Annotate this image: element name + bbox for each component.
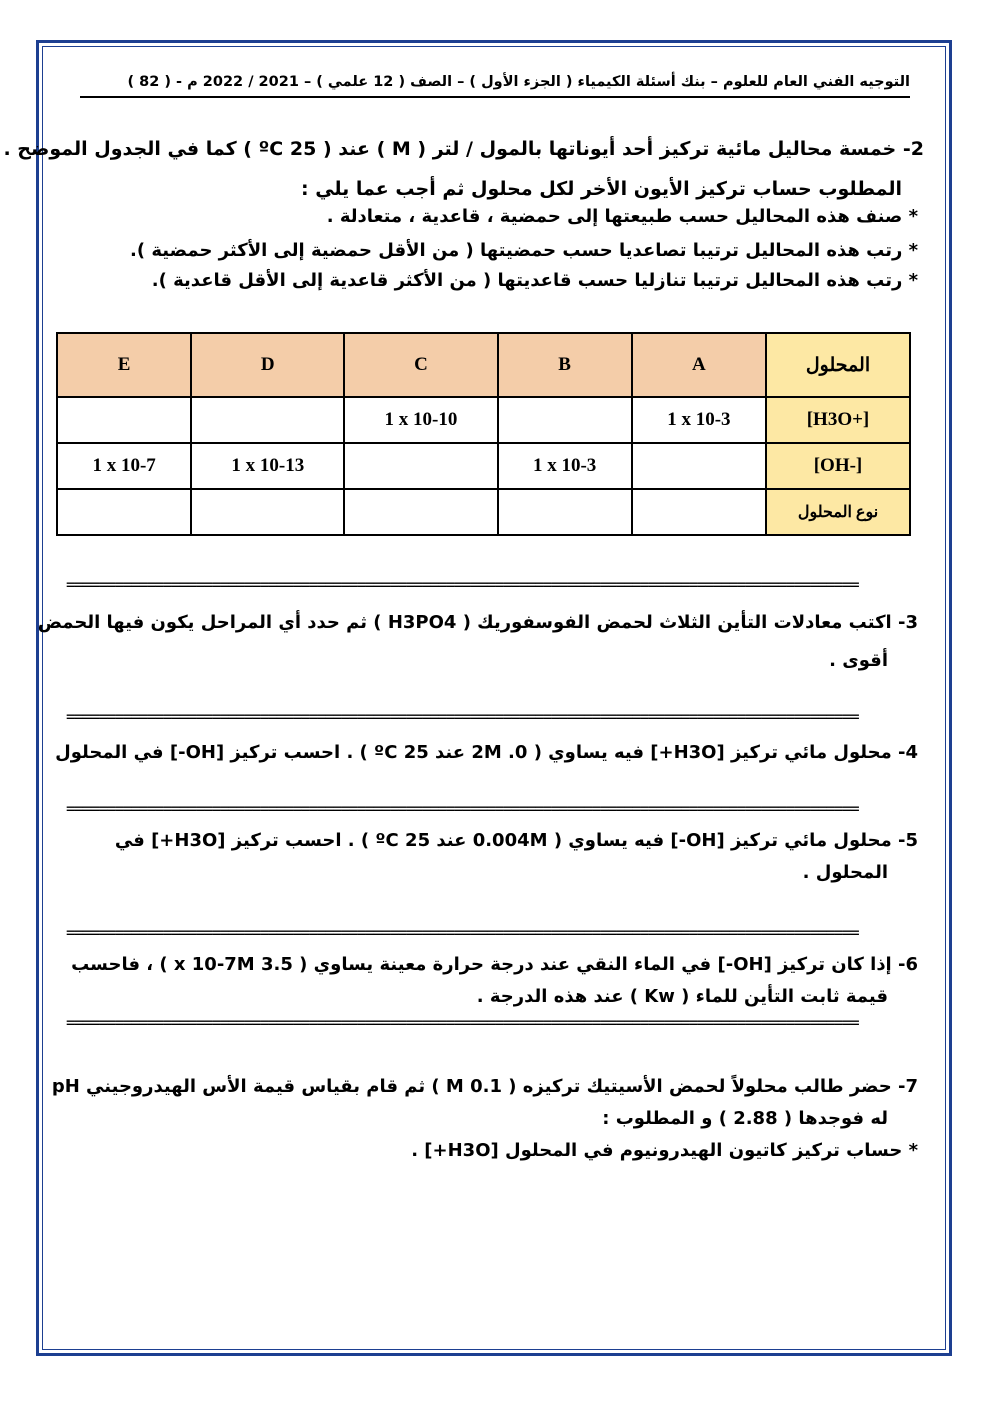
solutions-table	[56, 332, 911, 536]
row-label-h3o: [H3O+]	[766, 397, 910, 443]
cell-h3o-C: 1 x 10-10	[344, 397, 497, 443]
q5-line1: 5- محلول مائي تركيز [OH-] فيه يساوي ( 0.004M عند 25 ºC ) . احسب تركيز [H3O+] في	[114, 830, 918, 851]
cell-oh-C	[344, 443, 497, 489]
cell-h3o-D	[191, 397, 344, 443]
separator: ==================================================================================================	[66, 804, 859, 814]
table-col-D: D	[191, 333, 344, 397]
cell-h3o-A: 1 x 10-3	[632, 397, 766, 443]
q2-line2: المطلوب حساب تركيز الأيون الأخر لكل محلول ثم أجب عما يلي :	[300, 178, 902, 200]
q2-line1: 2- خمسة محاليل مائية تركيز أحد أيوناتها بالمول / لتر ( M ) عند ( 25 ºC ) كما في الجدول الموضح .	[3, 138, 924, 160]
q2-bullet3: * رتب هذه المحاليل ترتيبا تنازليا حسب قاعديتها ( من الأكثر قاعدية إلى الأقل قاعدية ).	[151, 270, 918, 291]
q5-line2: المحلول .	[802, 862, 888, 883]
cell-oh-E: 1 x 10-7	[57, 443, 191, 489]
row-label-type: نوع المحلول	[766, 489, 910, 535]
header-underline	[80, 96, 910, 98]
table-col-B: B	[498, 333, 632, 397]
q7-line2: له فوجدها ( 2.88 ) و المطلوب :	[602, 1108, 888, 1129]
cell-h3o-E	[57, 397, 191, 443]
cell-type-A	[632, 489, 766, 535]
q2-bullet2: * رتب هذه المحاليل ترتيبا تصاعديا حسب حمضيتها ( من الأقل حمضية إلى الأكثر حمضية ).	[130, 240, 918, 261]
cell-type-E	[57, 489, 191, 535]
q3-line1: 3- اكتب معادلات التأين الثلاث لحمض الفوسفوريك ( H3PO4 ) ثم حدد أي المراحل يكون فيها الحمض	[37, 612, 918, 633]
q4-line1: 4- محلول مائي تركيز [H3O+] فيه يساوي ( 0. 2M عند 25 ºC ) . احسب تركيز [OH-] في المحلول	[55, 742, 918, 763]
cell-oh-B: 1 x 10-3	[498, 443, 632, 489]
separator: ==================================================================================================	[66, 580, 859, 590]
cell-oh-A	[632, 443, 766, 489]
table-col-C: C	[344, 333, 497, 397]
table-col-A: A	[632, 333, 766, 397]
table-col-E: E	[57, 333, 191, 397]
separator: ==================================================================================================	[66, 1018, 859, 1028]
cell-h3o-B	[498, 397, 632, 443]
separator: ==================================================================================================	[66, 712, 859, 722]
q6-line2: قيمة ثابت التأين للماء ( Kw ) عند هذه الدرجة .	[476, 986, 888, 1007]
cell-type-B	[498, 489, 632, 535]
row-label-oh: [OH-]	[766, 443, 910, 489]
cell-oh-D: 1 x 10-13	[191, 443, 344, 489]
table-corner: المحلول	[766, 333, 910, 397]
q6-line1: 6- إذا كان تركيز [OH-] في الماء النقي عند درجة حرارة معينة يساوي ( 3.5 x 10-7M ) ، فاحسب	[71, 954, 918, 975]
cell-type-C	[344, 489, 497, 535]
q7-bullet1: * حساب تركيز كاتيون الهيدرونيوم في المحلول [H3O+] .	[411, 1140, 918, 1161]
q3-line2: أقوى .	[829, 650, 888, 671]
page-header: التوجيه الفني العام للعلوم – بنك أسئلة الكيمياء ( الجزء الأول ) – الصف ( 12 علمي ) – 2021 / 2022 م - ( 82 )	[127, 74, 910, 90]
q2-bullet1: * صنف هذه المحاليل حسب طبيعتها إلى حمضية ، قاعدية ، متعادلة .	[326, 206, 918, 227]
q7-line1: 7- حضر طالب محلولاً لحمض الأسيتيك تركيزه ( 0.1 M ) ثم قام بقياس قيمة الأس الهيدروجيني pH	[51, 1076, 918, 1097]
cell-type-D	[191, 489, 344, 535]
separator: ==================================================================================================	[66, 928, 859, 938]
